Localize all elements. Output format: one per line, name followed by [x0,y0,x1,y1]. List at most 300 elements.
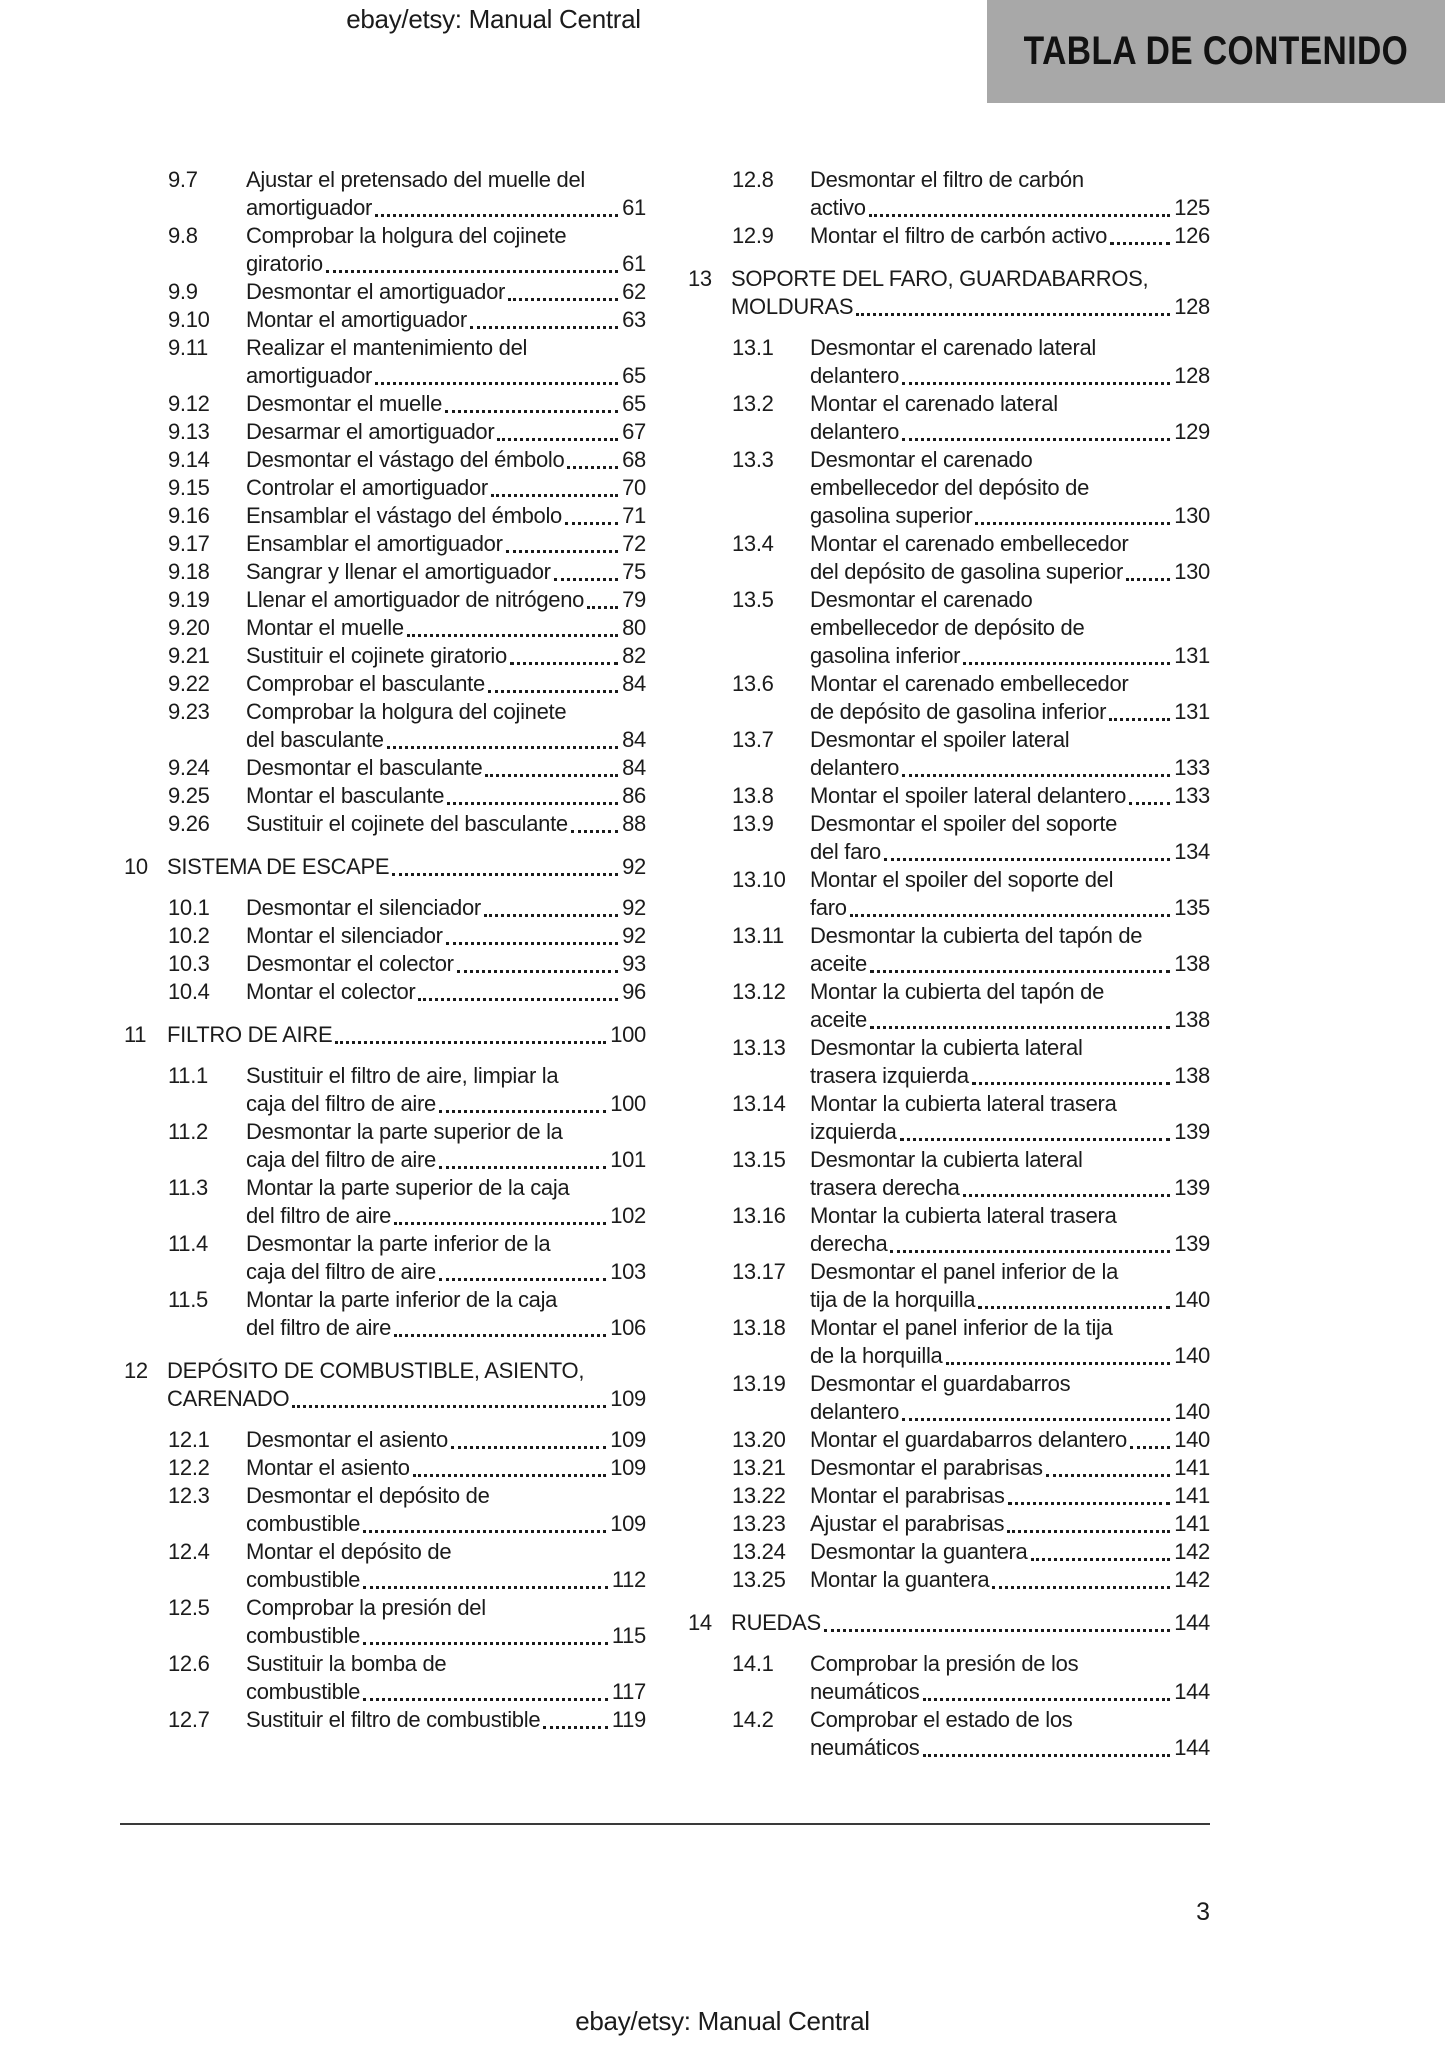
dot-leader [565,522,618,525]
toc-section-entry [688,1454,1210,1482]
toc-columns [124,166,1210,1762]
entry-page-number: 84 [622,755,646,780]
entry-text: delantero [810,363,900,388]
dot-leader [446,942,618,945]
entry-text-line: Desmontar la parte superior de la [246,1119,563,1144]
entry-body [810,222,1210,250]
dot-leader [1130,1446,1170,1449]
entry-text: giratorio [246,251,323,276]
dot-leader [870,1026,1170,1029]
entry-body [246,1118,646,1174]
entry-text: Sangrar y llenar el amortiguador [246,559,551,584]
entry-last-line [246,278,646,306]
entry-text: Montar el asiento [246,1455,410,1480]
entry-number: 12.5 [168,1595,210,1620]
entry-text: gasolina inferior [810,643,961,668]
entry-last-line [246,1622,646,1650]
entry-body [246,334,646,390]
entry-body [246,502,646,530]
entry-body [246,446,646,474]
entry-number: 13.20 [732,1427,786,1452]
entry-body [246,166,646,222]
entry-page-number: 115 [611,1623,646,1648]
entry-last-line [246,922,646,950]
dot-leader [571,830,618,833]
entry-last-line [810,1566,1210,1594]
entry-text: amortiguador [246,363,373,388]
entry-text: FILTRO DE AIRE [167,1022,333,1047]
entry-number: 12.2 [168,1455,210,1480]
entry-text-line: Desmontar el depósito de [246,1483,490,1508]
entry-last-line [810,1174,1210,1202]
entry-page-number: 140 [1174,1399,1210,1424]
entry-page-number: 86 [622,783,646,808]
entry-number: 14.1 [732,1651,774,1676]
entry-number: 13.1 [732,335,774,360]
entry-number: 9.19 [168,587,210,612]
entry-text-line: embellecedor de depósito de [810,615,1085,640]
entry-body [246,1062,646,1118]
entry-number: 9.24 [168,755,210,780]
entry-body [810,1706,1210,1762]
entry-page-number: 72 [622,531,646,556]
dot-leader [375,382,618,385]
dot-leader [1129,802,1170,805]
entry-page-number: 109 [610,1427,646,1452]
entry-text: delantero [810,419,900,444]
entry-body [246,530,646,558]
entry-text: Montar el muelle [246,615,404,640]
entry-number: 9.18 [168,559,210,584]
entry-text: Sustituir el cojinete del basculante [246,811,568,836]
dot-leader [900,1138,1171,1141]
entry-body [810,978,1210,1034]
toc-section-entry [124,474,646,502]
entry-body [810,1314,1210,1370]
entry-page-number: 109 [610,1386,646,1411]
entry-body [246,278,646,306]
entry-last-line [246,670,646,698]
entry-text: activo [810,195,866,220]
entry-body [246,1174,646,1230]
entry-text-line: Desmontar el spoiler lateral [810,727,1070,752]
entry-last-line [246,306,646,334]
entry-last-line [810,1538,1210,1566]
entry-text: amortiguador [246,195,373,220]
entry-text-line: Montar la cubierta lateral trasera [810,1091,1117,1116]
entry-body [246,1538,646,1594]
dot-leader [963,662,1170,665]
entry-last-line [246,586,646,614]
entry-body [810,1370,1210,1426]
entry-body [246,670,646,698]
toc-chapter-entry [124,853,646,881]
toc-column-right [688,166,1210,1762]
entry-number: 9.22 [168,671,210,696]
toc-section-entry [688,670,1210,726]
toc-section-entry [124,1426,646,1454]
entry-page-number: 79 [622,587,646,612]
entry-page-number: 131 [1174,643,1210,668]
dot-leader [902,1418,1170,1421]
entry-last-line [810,558,1210,586]
entry-last-line [246,1510,646,1538]
entry-text: combustible [246,1679,361,1704]
entry-page-number: 106 [610,1315,646,1340]
entry-number: 11.5 [168,1287,208,1312]
entry-number: 9.16 [168,503,210,528]
entry-last-line [246,1146,646,1174]
entry-page-number: 144 [1174,1679,1210,1704]
entry-number: 13.19 [732,1371,786,1396]
entry-body [810,446,1210,530]
toc-section-entry [124,1062,646,1118]
entry-last-line [246,502,646,530]
entry-text: neumáticos [810,1735,920,1760]
toc-section-entry [124,1454,646,1482]
entry-text-line: Desmontar el carenado [810,587,1033,612]
entry-number: 13.4 [732,531,774,556]
entry-text: del basculante [246,727,384,752]
entry-number: 13.22 [732,1483,786,1508]
entry-last-line [246,362,646,390]
entry-last-line [810,1062,1210,1090]
entry-body [246,614,646,642]
entry-text-line: Comprobar la holgura del cojinete [246,223,567,248]
entry-last-line [810,418,1210,446]
entry-page-number: 133 [1174,755,1210,780]
entry-page-number: 93 [622,951,646,976]
entry-text: neumáticos [810,1679,920,1704]
entry-text: Desmontar el asiento [246,1427,448,1452]
entry-text: del depósito de gasolina superior [810,559,1123,584]
entry-text: Ensamblar el amortiguador [246,531,503,556]
entry-page-number: 82 [622,643,646,668]
entry-text: Montar el amortiguador [246,307,467,332]
toc-section-entry [124,166,646,222]
toc-column-left [124,166,646,1762]
entry-page-number: 140 [1174,1287,1210,1312]
page-number: 3 [1196,1898,1210,1926]
toc-section-entry [124,1286,646,1342]
entry-page-number: 96 [622,979,646,1004]
entry-page-number: 117 [611,1679,646,1704]
toc-chapter-entry [124,1021,646,1049]
entry-number: 13.24 [732,1539,786,1564]
entry-last-line [246,194,646,222]
entry-text: Montar la guantera [810,1567,990,1592]
entry-last-line [246,754,646,782]
entry-text: aceite [810,951,867,976]
toc-section-entry [124,502,646,530]
entry-text: Desmontar el amortiguador [246,279,506,304]
entry-page-number: 141 [1174,1511,1210,1536]
dot-leader [902,382,1170,385]
entry-page-number: 139 [1174,1175,1210,1200]
entry-text: faro [810,895,847,920]
entry-text-line: Desmontar la cubierta lateral [810,1147,1083,1172]
dot-leader [485,774,618,777]
toc-section-entry [688,1510,1210,1538]
entry-last-line [810,950,1210,978]
entry-page-number: 130 [1174,559,1210,584]
entry-page-number: 109 [610,1511,646,1536]
entry-page-number: 139 [1174,1231,1210,1256]
entry-body [810,1538,1210,1566]
toc-section-entry [688,530,1210,586]
entry-body [810,1426,1210,1454]
entry-number: 9.9 [168,279,198,304]
toc-section-entry [124,950,646,978]
entry-number: 11.2 [168,1119,208,1144]
toc-section-entry [124,222,646,278]
entry-body [810,782,1210,810]
toc-section-entry [124,530,646,558]
contents-banner [987,0,1445,103]
entry-text: delantero [810,755,900,780]
entry-last-line [246,1454,646,1482]
dot-leader [1008,1502,1171,1505]
toc-section-entry [688,726,1210,782]
entry-text: Desmontar el colector [246,951,454,976]
entry-body [810,866,1210,922]
toc-section-entry [124,278,646,306]
entry-page-number: 75 [622,559,646,584]
entry-page-number: 128 [1174,363,1210,388]
entry-text-line: Desmontar el panel inferior de la [810,1259,1119,1284]
entry-page-number: 140 [1174,1427,1210,1452]
toc-section-entry [124,418,646,446]
dot-leader [992,1586,1170,1589]
dot-leader [363,1698,608,1701]
dot-leader [394,1334,606,1337]
entry-page-number: 134 [1174,839,1210,864]
entry-text-line: Ajustar el pretensado del muelle del [246,167,585,192]
toc-section-entry [124,810,646,838]
dot-leader [902,438,1170,441]
entry-body [246,1482,646,1538]
entry-text: Desmontar el silenciador [246,895,481,920]
entry-body [810,586,1210,670]
dot-leader [439,1278,606,1281]
entry-page-number: 138 [1174,951,1210,976]
entry-last-line [810,222,1210,250]
dot-leader [363,1586,608,1589]
entry-body [246,390,646,418]
entry-page-number: 88 [622,811,646,836]
entry-last-line [810,894,1210,922]
dot-leader [375,214,618,217]
entry-page-number: 133 [1174,783,1210,808]
entry-page-number: 84 [622,727,646,752]
entry-text-line: Montar el carenado embellecedor [810,671,1129,696]
entry-number: 9.23 [168,699,210,724]
entry-text: Sustituir el cojinete giratorio [246,643,507,668]
entry-body [810,726,1210,782]
entry-text: combustible [246,1567,361,1592]
entry-last-line [810,1118,1210,1146]
entry-page-number: 65 [622,363,646,388]
entry-last-line [810,1006,1210,1034]
page-header-title: ebay/etsy: Manual Central [346,4,641,34]
entry-number: 14.2 [732,1707,774,1732]
entry-last-line [246,1706,646,1734]
entry-body [810,1034,1210,1090]
entry-page-number: 126 [1174,223,1210,248]
entry-text-line: Montar la cubierta del tapón de [810,979,1105,1004]
dot-leader [975,522,1170,525]
toc-section-entry [688,782,1210,810]
dot-leader [392,873,618,876]
toc-section-entry [124,1650,646,1706]
entry-last-line [246,950,646,978]
entry-page-number: 141 [1174,1455,1210,1480]
entry-body [810,670,1210,726]
entry-text: Llenar el amortiguador de nitrógeno [246,587,585,612]
entry-body [810,166,1210,222]
entry-text: combustible [246,1623,361,1648]
dot-leader [497,438,618,441]
entry-text: Montar el parabrisas [810,1483,1005,1508]
entry-body [810,1146,1210,1202]
toc-section-entry [124,754,646,782]
entry-text: delantero [810,1399,900,1424]
toc-section-entry [688,1314,1210,1370]
entry-body [810,334,1210,390]
entry-text: Montar el spoiler lateral delantero [810,783,1127,808]
entry-text: del filtro de aire [246,1315,392,1340]
entry-last-line [810,1342,1210,1370]
entry-body [810,1202,1210,1258]
dot-leader [484,914,618,917]
entry-last-line [167,1021,646,1049]
entry-text-line: Montar el spoiler del soporte del [810,867,1114,892]
entry-text-line: DEPÓSITO DE COMBUSTIBLE, ASIENTO, [167,1358,585,1383]
entry-number: 11.3 [168,1175,208,1200]
entry-page-number: 102 [610,1203,646,1228]
dot-leader [326,270,618,273]
toc-section-entry [688,810,1210,866]
toc-section-entry [688,1090,1210,1146]
toc-section-entry [688,1566,1210,1594]
entry-page-number: 70 [622,475,646,500]
dot-leader [856,313,1170,316]
entry-last-line [246,446,646,474]
entry-body [731,265,1210,321]
entry-body [246,950,646,978]
dot-leader [363,1642,608,1645]
entry-number: 13.12 [732,979,786,1004]
dot-leader [1046,1474,1170,1477]
entry-last-line [810,362,1210,390]
toc-section-entry [124,1594,646,1650]
dot-leader [439,1166,606,1169]
entry-text-line: Desmontar la parte inferior de la [246,1231,551,1256]
entry-text: Montar el filtro de carbón activo [810,223,1108,248]
entry-page-number: 71 [622,503,646,528]
toc-section-entry [688,166,1210,222]
dot-leader [890,1250,1170,1253]
entry-text-line: Montar la parte superior de la caja [246,1175,570,1200]
entry-body [246,754,646,782]
toc-section-entry [688,1258,1210,1314]
entry-text-line: SOPORTE DEL FARO, GUARDABARROS, [731,266,1149,291]
entry-number: 13.21 [732,1455,786,1480]
entry-page-number: 129 [1174,419,1210,444]
entry-body [810,1454,1210,1482]
entry-number: 10.1 [168,895,210,920]
entry-text-line: Comprobar la presión del [246,1595,486,1620]
toc-section-entry [124,558,646,586]
toc-section-entry [688,1146,1210,1202]
entry-body [810,530,1210,586]
entry-text: Desmontar el basculante [246,755,483,780]
dot-leader [963,1194,1171,1197]
toc-section-entry [688,1650,1210,1706]
entry-number: 13.16 [732,1203,786,1228]
entry-page-number: 141 [1174,1483,1210,1508]
entry-body [246,698,646,754]
entry-text-line: Sustituir la bomba de [246,1651,447,1676]
dot-leader [1126,578,1170,581]
dot-leader [491,494,618,497]
entry-body [246,1706,646,1734]
dot-leader [394,1222,606,1225]
dot-leader [902,774,1170,777]
entry-number: 12.4 [168,1539,210,1564]
entry-number: 12.3 [168,1483,210,1508]
entry-text: combustible [246,1511,361,1536]
entry-page-number: 144 [1174,1610,1210,1635]
entry-text: Desarmar el amortiguador [246,419,495,444]
entry-body [810,1510,1210,1538]
entry-last-line [810,1454,1210,1482]
dot-leader [543,1726,608,1729]
entry-page-number: 128 [1174,294,1210,319]
entry-last-line [246,782,646,810]
entry-number: 12 [124,1358,148,1383]
toc-section-entry [124,1174,646,1230]
entry-last-line [246,390,646,418]
entry-text: trasera izquierda [810,1063,969,1088]
entry-number: 12.1 [168,1427,210,1452]
page-footer-title: ebay/etsy: Manual Central [575,2006,870,2036]
entry-last-line [731,1609,1210,1637]
toc-section-entry [124,446,646,474]
entry-body [246,894,646,922]
entry-text-line: Montar el carenado embellecedor [810,531,1129,556]
entry-number: 12.8 [732,167,774,192]
entry-text-line: Montar la cubierta lateral trasera [810,1203,1117,1228]
entry-text: Montar el colector [246,979,416,1004]
entry-page-number: 100 [610,1022,646,1047]
entry-text: CARENADO [167,1386,290,1411]
toc-section-entry [124,978,646,1006]
entry-number: 9.13 [168,419,210,444]
entry-text: izquierda [810,1119,897,1144]
entry-last-line [810,1230,1210,1258]
entry-text-line: Desmontar la cubierta del tapón de [810,923,1143,948]
entry-last-line [810,1734,1210,1762]
entry-number: 10.4 [168,979,210,1004]
dot-leader [506,550,618,553]
toc-section-entry [688,1202,1210,1258]
entry-number: 13.15 [732,1147,786,1172]
entry-body [810,1258,1210,1314]
contents-banner-title: TABLA DE CONTENIDO [1023,29,1409,73]
entry-last-line [731,293,1210,321]
entry-body [246,782,646,810]
